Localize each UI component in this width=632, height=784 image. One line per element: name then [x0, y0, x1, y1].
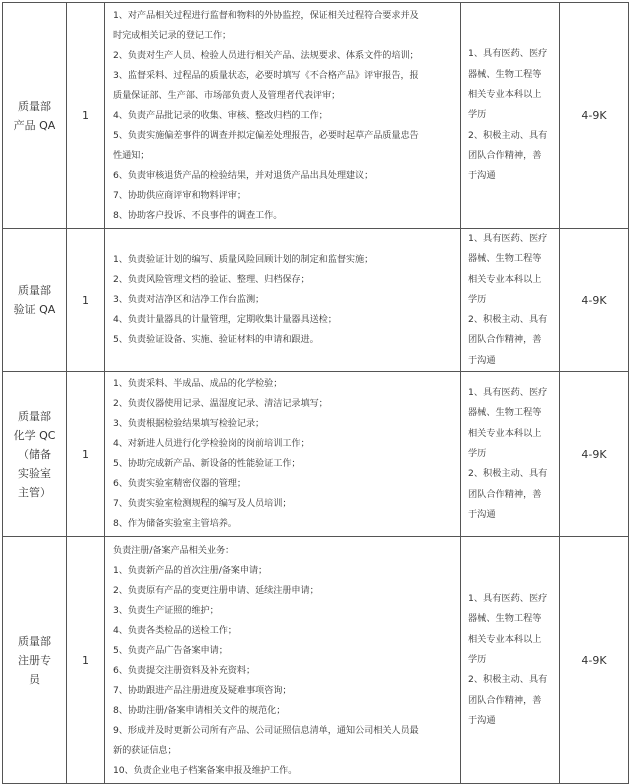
position-line: （储备 [18, 447, 51, 461]
requirement-line: 相关专业本科以上 [468, 273, 542, 285]
duties-cell [105, 229, 461, 372]
requirement-line: 1、具有医药、医疗 [468, 593, 548, 605]
duty-line: 负责注册/备案产品相关业务： [113, 545, 235, 557]
requirement-line: 2、积极主动、具有 [468, 468, 548, 480]
position-line: 化学 QC [13, 428, 56, 442]
requirement-line: 相关专业本科以上 [468, 633, 542, 645]
duty-line: 3、监督采料、过程品的质量状态，必要时填写《不合格产品》评审报告，报 [113, 69, 419, 81]
duty-line: 3、负责对洁净区和洁净工作台监测； [113, 294, 265, 306]
position-line: 主管） [18, 485, 51, 499]
headcount-cell: 1 [67, 229, 105, 372]
requirement-line: 器械、生物工程等 [468, 407, 542, 419]
headcount-cell: 1 [67, 372, 105, 537]
requirements-cell [461, 229, 560, 372]
duty-line: 7、负责实验室检测规程的编写及人员培训； [113, 498, 292, 510]
duty-line: 4、负责计量器具的计量管理，定期收集计量器具送检； [113, 314, 337, 326]
requirements-cell [461, 372, 560, 537]
duty-line: 1、负责采料、半成品、成品的化学检验； [113, 378, 283, 390]
duty-line: 时完成相关记录的登记工作； [113, 29, 232, 41]
requirement-line: 学历 [468, 447, 487, 459]
requirements-cell [461, 3, 560, 229]
position-line: 实验室 [18, 466, 51, 480]
requirement-line: 团队合作精神，善 [468, 488, 542, 500]
table-row [3, 372, 629, 537]
salary-cell: 4-9K [560, 537, 629, 784]
requirement-line: 2、积极主动、具有 [468, 674, 548, 686]
requirement-line: 2、积极主动、具有 [468, 129, 548, 141]
duty-line: 5、协助完成新产品、新设备的性能验证工作； [113, 458, 301, 470]
requirement-line: 团队合作精神，善 [468, 334, 542, 346]
duty-line: 9、形成并及时更新公司所有产品、公司证照信息清单，通知公司相关人员最 [113, 725, 419, 737]
duty-line: 4、负责各类检品的送检工作； [113, 625, 237, 637]
duty-line: 2、负责对生产人员、检验人员进行相关产品、法规要求、体系文件的培训； [113, 49, 419, 61]
requirement-line: 于沟通 [468, 714, 496, 726]
requirement-line: 相关专业本科以上 [468, 89, 542, 101]
position-line: 验证 QA [13, 303, 56, 317]
duties-cell [105, 372, 461, 537]
duty-line: 5、负责验证设备、实施、验证材料的申请和跟进。 [113, 334, 319, 346]
duty-line: 8、作为储备实验室主管培养。 [113, 518, 237, 530]
requirements-cell [461, 537, 560, 784]
position-line: 质量部 [18, 284, 51, 298]
requirement-line: 于沟通 [468, 170, 496, 182]
duty-line: 7、协助跟进产品注册进度及疑难事项咨询； [113, 685, 292, 697]
position-line: 员 [29, 672, 40, 686]
headcount-cell: 1 [67, 3, 105, 229]
duty-line: 1、对产品相关过程进行监督和物料的外协监控，保证相关过程符合要求并及 [113, 9, 419, 21]
requirement-line: 学历 [468, 293, 487, 305]
duty-line: 2、负责风险管理文档的验证、整理、归档保存； [113, 274, 310, 286]
job-table [2, 2, 629, 784]
duty-line: 3、负责生产证照的维护； [113, 605, 219, 617]
position-line: 质量部 [18, 634, 51, 648]
duty-line: 8、协助注册/备案申请相关文件的规范化； [113, 705, 286, 717]
duty-line: 6、负责实验室精密仪器的管理； [113, 478, 246, 490]
duty-line: 5、负责产品广告备案申请； [113, 645, 228, 657]
salary-cell: 4-9K [560, 229, 629, 372]
requirement-line: 2、积极主动、具有 [468, 314, 548, 326]
duty-line: 3、负责根据检验结果填写检验记录； [113, 418, 265, 430]
position-line: 质量部 [18, 99, 51, 113]
requirement-line: 器械、生物工程等 [468, 68, 542, 80]
position-line: 注册专 [18, 653, 51, 667]
duty-line: 质量保证部、生产部、市场部负责人及管理者代表评审； [113, 89, 341, 101]
requirement-line: 团队合作精神，善 [468, 149, 542, 161]
requirement-line: 学历 [468, 109, 487, 121]
headcount-cell: 1 [67, 537, 105, 784]
requirement-line: 于沟通 [468, 354, 496, 366]
duty-line: 8、协助客户投诉、不良事件的调查工作。 [113, 209, 283, 221]
requirement-line: 团队合作精神，善 [468, 694, 542, 706]
table-row [3, 229, 629, 372]
position-cell [3, 229, 67, 372]
position-line: 质量部 [18, 409, 51, 423]
duty-line: 5、负责实施偏差事件的调查并拟定偏差处理报告，必要时起草产品质量忠告 [113, 129, 419, 141]
duty-line: 4、对新进人员进行化学检验岗的岗前培训工作； [113, 438, 310, 450]
duty-line: 1、负责验证计划的编写、质量风险回顾计划的制定和监督实施； [113, 254, 374, 266]
duty-line: 1、负责新产品的首次注册/备案申请； [113, 565, 268, 577]
position-line: 产品 QA [13, 118, 56, 132]
position-cell [3, 372, 67, 537]
salary-cell: 4-9K [560, 3, 629, 229]
requirement-line: 相关专业本科以上 [468, 427, 542, 439]
position-cell [3, 3, 67, 229]
duty-line: 性通知； [113, 149, 150, 161]
duty-line: 2、负责仪器使用记录、温湿度记录、清洁记录填写； [113, 398, 328, 410]
duty-line: 新的获证信息； [113, 745, 177, 757]
duty-line: 6、负责提交注册资料及补充资料； [113, 665, 256, 677]
table-row [3, 3, 629, 229]
duty-line: 10、负责企业电子档案备案申报及维护工作。 [113, 765, 298, 777]
duty-line: 4、负责产品批记录的收集、审核、整改归档的工作； [113, 109, 328, 121]
duties-cell [105, 3, 461, 229]
duties-cell [105, 537, 461, 784]
requirement-line: 1、具有医药、医疗 [468, 387, 548, 399]
position-cell [3, 537, 67, 784]
requirement-line: 器械、生物工程等 [468, 613, 542, 625]
requirement-line: 器械、生物工程等 [468, 253, 542, 265]
salary-cell: 4-9K [560, 372, 629, 537]
requirement-line: 1、具有医药、医疗 [468, 233, 548, 244]
duty-line: 2、负责原有产品的变更注册申请、延续注册申请； [113, 585, 319, 597]
requirement-line: 于沟通 [468, 508, 496, 520]
duty-line: 6、负责审核退货产品的检验结果，并对退货产品出具处理建议； [113, 169, 374, 181]
table-row [3, 537, 629, 784]
requirement-line: 学历 [468, 653, 487, 665]
requirement-line: 1、具有医药、医疗 [468, 48, 548, 60]
duty-line: 7、协助供应商评审和物料评审； [113, 189, 246, 201]
